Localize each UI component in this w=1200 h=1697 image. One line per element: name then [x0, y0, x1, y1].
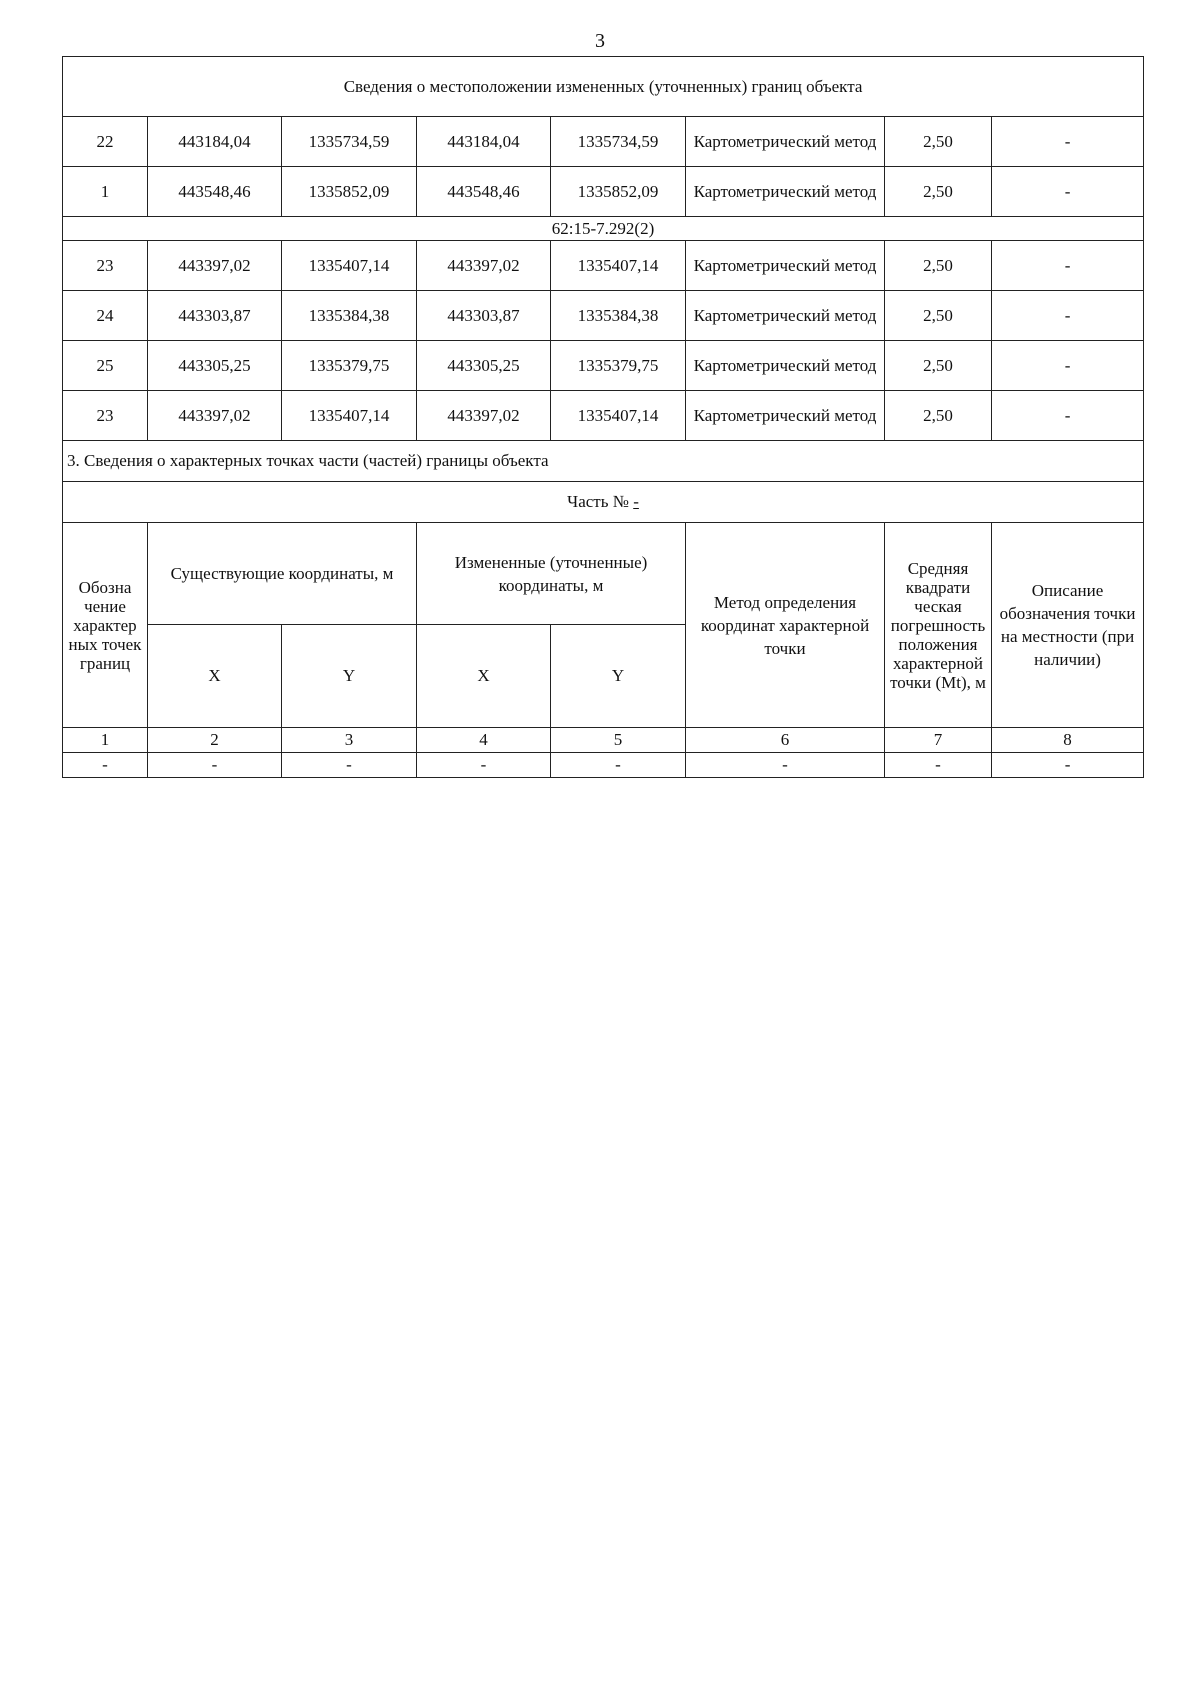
section3-title: 3. Сведения о характерных точках части (частей) границы объекта — [63, 441, 1144, 482]
existing-x-cell: 443303,87 — [148, 291, 282, 341]
page-number: 3 — [595, 30, 605, 52]
header-changed-y: Y — [551, 625, 686, 728]
description-cell: - — [992, 241, 1144, 291]
method-cell: Картометрический метод — [686, 117, 885, 167]
column-number: 6 — [686, 728, 885, 753]
changed-x-cell: 443184,04 — [417, 117, 551, 167]
method-cell: Картометрический метод — [686, 341, 885, 391]
changed-x-cell: 443397,02 — [417, 391, 551, 441]
existing-x-cell: 443184,04 — [148, 117, 282, 167]
header-method: Метод определения координат характерной точки — [686, 523, 885, 728]
changed-x-cell: 443397,02 — [417, 241, 551, 291]
empty-cell: - — [63, 753, 148, 778]
cadastral-number: 62:15-7.292(2) — [63, 217, 1144, 241]
description-cell: - — [992, 291, 1144, 341]
header-existing-coords: Существующие координаты, м — [148, 523, 417, 625]
column-number-row — [63, 728, 1144, 753]
table-row — [63, 241, 1144, 291]
header-point-designation: Обозна чение характер ных точек границ — [63, 523, 148, 728]
changed-y-cell: 1335734,59 — [551, 117, 686, 167]
existing-x-cell: 443397,02 — [148, 391, 282, 441]
mt-cell: 2,50 — [885, 241, 992, 291]
point-number-cell: 23 — [63, 391, 148, 441]
description-cell: - — [992, 341, 1144, 391]
empty-cell: - — [992, 753, 1144, 778]
point-number-cell: 24 — [63, 291, 148, 341]
changed-y-cell: 1335379,75 — [551, 341, 686, 391]
changed-y-cell: 1335407,14 — [551, 241, 686, 291]
empty-cell: - — [686, 753, 885, 778]
method-cell: Картометрический метод — [686, 167, 885, 217]
method-cell: Картометрический метод — [686, 391, 885, 441]
changed-x-cell: 443548,46 — [417, 167, 551, 217]
header-changed-x: X — [417, 625, 551, 728]
table-row — [63, 117, 1144, 167]
existing-x-cell: 443305,25 — [148, 341, 282, 391]
existing-y-cell: 1335379,75 — [282, 341, 417, 391]
existing-y-cell: 1335407,14 — [282, 391, 417, 441]
column-number: 3 — [282, 728, 417, 753]
section-title: Сведения о местоположении измененных (уточненных) границ объекта — [63, 57, 1144, 117]
section-title-row — [63, 57, 1144, 117]
changed-x-cell: 443303,87 — [417, 291, 551, 341]
part-value: - — [633, 492, 639, 511]
table-row — [63, 167, 1144, 217]
cadastral-row — [63, 217, 1144, 241]
mt-cell: 2,50 — [885, 391, 992, 441]
mt-cell: 2,50 — [885, 167, 992, 217]
point-number-cell: 23 — [63, 241, 148, 291]
existing-y-cell: 1335734,59 — [282, 117, 417, 167]
empty-cell: - — [282, 753, 417, 778]
column-number: 5 — [551, 728, 686, 753]
changed-y-cell: 1335407,14 — [551, 391, 686, 441]
changed-y-cell: 1335852,09 — [551, 167, 686, 217]
changed-x-cell: 443305,25 — [417, 341, 551, 391]
column-number: 1 — [63, 728, 148, 753]
existing-x-cell: 443397,02 — [148, 241, 282, 291]
column-number: 7 — [885, 728, 992, 753]
existing-y-cell: 1335407,14 — [282, 241, 417, 291]
part-label: Часть № — [567, 492, 634, 511]
description-cell: - — [992, 117, 1144, 167]
point-number-cell: 25 — [63, 341, 148, 391]
existing-x-cell: 443548,46 — [148, 167, 282, 217]
header-changed-coords: Измененные (уточненные) координаты, м — [417, 523, 686, 625]
description-cell: - — [992, 167, 1144, 217]
point-number-cell: 22 — [63, 117, 148, 167]
existing-y-cell: 1335384,38 — [282, 291, 417, 341]
part-number — [63, 482, 1144, 523]
header-existing-y: Y — [282, 625, 417, 728]
mt-cell: 2,50 — [885, 117, 992, 167]
empty-cell: - — [551, 753, 686, 778]
section3-row — [63, 441, 1144, 482]
part-row — [63, 482, 1144, 523]
column-number: 8 — [992, 728, 1144, 753]
column-number: 4 — [417, 728, 551, 753]
method-cell: Картометрический метод — [686, 241, 885, 291]
coordinates-table — [62, 56, 1144, 778]
description-cell: - — [992, 391, 1144, 441]
mt-cell: 2,50 — [885, 291, 992, 341]
empty-cell: - — [885, 753, 992, 778]
method-cell: Картометрический метод — [686, 291, 885, 341]
table-row — [63, 391, 1144, 441]
table-row — [63, 341, 1144, 391]
header-mt: Средняя квадрати ческая погрешность положения характерной точки (Mt), м — [885, 523, 992, 728]
empty-data-row — [63, 753, 1144, 778]
column-number: 2 — [148, 728, 282, 753]
mt-cell: 2,50 — [885, 341, 992, 391]
empty-cell: - — [417, 753, 551, 778]
header-description: Описание обозначения точки на местности (при наличии) — [992, 523, 1144, 728]
point-number-cell: 1 — [63, 167, 148, 217]
changed-y-cell: 1335384,38 — [551, 291, 686, 341]
table-row — [63, 291, 1144, 341]
empty-cell: - — [148, 753, 282, 778]
header-row — [63, 523, 1144, 625]
existing-y-cell: 1335852,09 — [282, 167, 417, 217]
header-existing-x: X — [148, 625, 282, 728]
